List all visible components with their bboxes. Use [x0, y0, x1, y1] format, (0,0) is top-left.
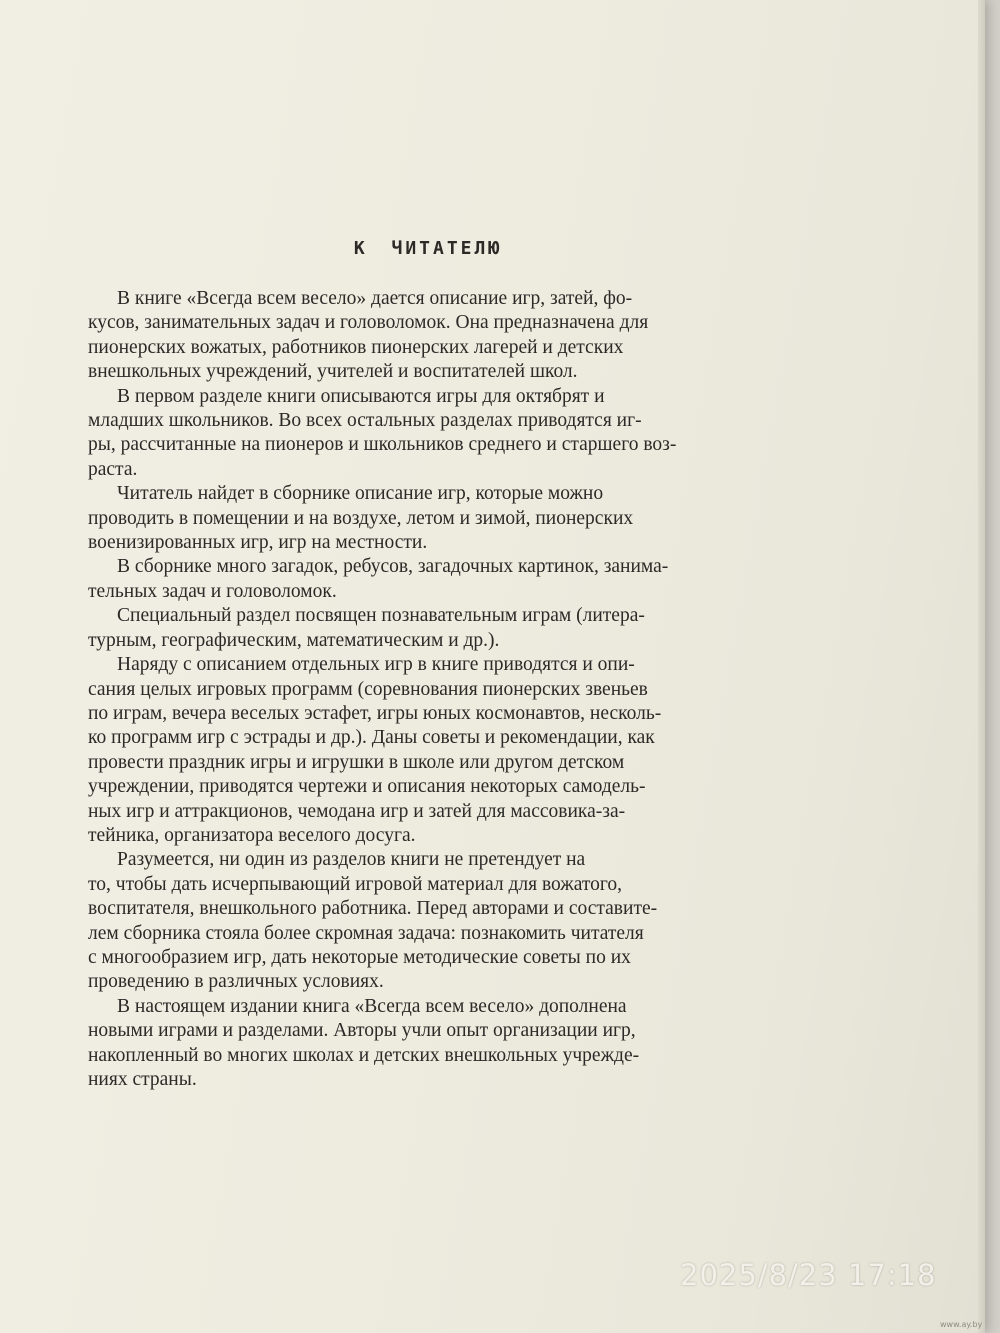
text-line: ко программ игр с эстрады и др.). Даны советы и рекомендации, как: [88, 727, 655, 749]
text-line: турным, географическим, математическим и др.).: [88, 629, 500, 651]
paragraph: [88, 604, 728, 653]
text-line: младших школьников. Во всех остальных разделах приводятся иг-: [88, 410, 642, 432]
page-edge: [978, 0, 985, 1333]
text-line: по играм, вечера веселых эстафет, игры юных космонавтов, несколь-: [88, 702, 662, 724]
text-line: Читатель найдет в сборнике описание игр, которые можно: [117, 483, 604, 505]
text-line: накопленный во многих школах и детских внешкольных учрежде-: [88, 1044, 640, 1066]
text-line: кусов, занимательных задач и головоломок. Она предназначена для: [88, 312, 649, 334]
body-text: [88, 287, 728, 1092]
text-line: раста.: [88, 458, 138, 480]
text-line: пионерских вожатых, работников пионерских лагерей и детских: [88, 336, 624, 358]
paragraph: [88, 287, 728, 385]
text-line: тейника, организатора веселого досуга.: [88, 824, 416, 846]
text-line: Специальный раздел посвящен познавательным играм (литера-: [117, 605, 645, 627]
text-line: ниях страны.: [88, 1069, 197, 1090]
text-line: учреждении, приводятся чертежи и описания некоторых самодель-: [88, 776, 646, 798]
text-line: сания целых игровых программ (соревнования пионерских звеньев: [88, 678, 648, 700]
photo-timestamp: 2025/8/23 17:18: [680, 1258, 937, 1292]
page-heading: К ЧИТАТЕЛЮ: [353, 238, 503, 259]
paragraph: [88, 555, 728, 604]
text-line: провести праздник игры и игрушки в школе или другом детском: [88, 751, 625, 773]
text-line: ных игр и аттракционов, чемодана игр и затей для массовика-за-: [88, 800, 626, 822]
text-line: тельных задач и головоломок.: [88, 580, 337, 602]
paragraph: [88, 995, 728, 1093]
paragraph: [88, 482, 728, 555]
text-line: проводить в помещении и на воздухе, летом и зимой, пионерских: [88, 507, 634, 529]
text-line: В настоящем издании книга «Всегда всем весело» дополнена: [117, 995, 627, 1017]
text-line: ры, рассчитанные на пионеров и школьников среднего и старшего воз-: [88, 434, 677, 456]
text-line: лем сборника стояла более скромная задача: познакомить читателя: [88, 922, 644, 944]
text-line: Наряду с описанием отдельных игр в книге приводятся и опи-: [117, 654, 635, 676]
text-line: проведению в различных условиях.: [88, 971, 384, 993]
text-line: военизированных игр, игр на местности.: [88, 532, 428, 554]
text-line: с многообразием игр, дать некоторые методические советы по их: [88, 946, 631, 968]
text-line: В книге «Всегда всем весело» дается описание игр, затей, фо-: [117, 288, 633, 309]
text-line: В сборнике много загадок, ребусов, загадочных картинок, занима-: [117, 556, 669, 578]
text-line: В первом разделе книги описываются игры для октябрят и: [117, 385, 605, 407]
page-content: [88, 238, 728, 1092]
site-watermark: www.ay.by: [940, 1320, 983, 1329]
text-line: то, чтобы дать исчерпывающий игровой материал для вожатого,: [88, 873, 623, 895]
paragraph: [88, 385, 728, 483]
text-line: воспитателя, внешкольного работника. Перед авторами и составите-: [88, 898, 658, 920]
paragraph: [88, 848, 728, 994]
text-line: внешкольных учреждений, учителей и воспитателей школ.: [88, 361, 578, 383]
text-line: Разумеется, ни один из разделов книги не претендует на: [117, 849, 586, 871]
paragraph: [88, 653, 728, 848]
text-line: новыми играми и разделами. Авторы учли опыт организации игр,: [88, 1020, 636, 1042]
